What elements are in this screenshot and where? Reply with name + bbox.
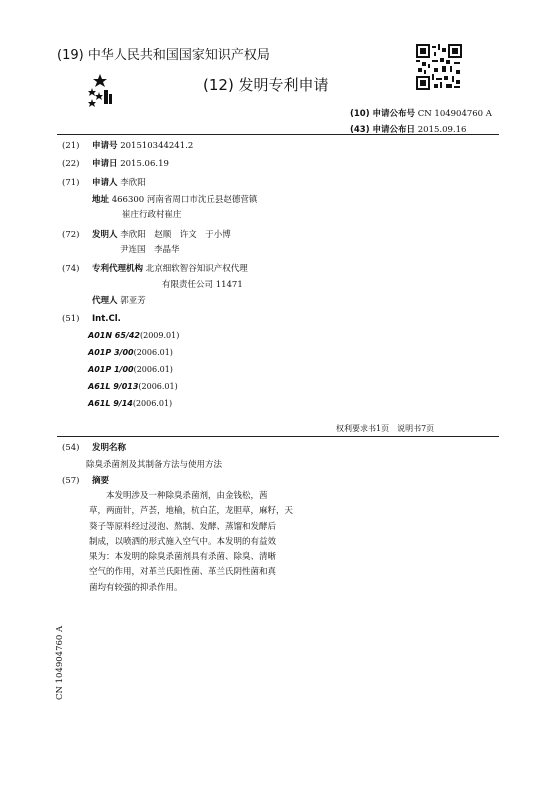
pub-date-value: 2015.09.16 [417, 125, 467, 135]
abstract-line: 果为：本发明的除臭杀菌剂具有杀菌、除臭、清晰 [89, 552, 277, 563]
section-divider [57, 436, 499, 437]
qr-code-icon [416, 44, 462, 90]
agency-row: (74) 专利代理机构 北京细软智谷知识产权代理 [62, 264, 248, 274]
agent-name: 郭亚芳 [120, 296, 146, 306]
address-row: 地址 466300 河南省周口市沈丘县赵德营镇 [92, 195, 258, 205]
abstract-heading-row: (57) 摘要 [62, 476, 110, 486]
ipc-item: A01N 65/42(2009.01) [88, 331, 180, 340]
abstract-line: 草，两面针，芦荟，地榆，杭白芷，龙胆草，麻籽，天 [89, 506, 294, 517]
agent-row: 代理人 郭亚芳 [92, 296, 146, 306]
abstract-line: 空气的作用，对革兰氏阳性菌、革兰氏阴性菌和真 [89, 567, 277, 578]
ipc-item: A01P 3/00(2006.01) [88, 348, 173, 357]
patent-office-logo-icon [87, 72, 113, 110]
inventors-row: (72) 发明人 李欣阳 赵顺 许文 于小博 [62, 230, 231, 240]
abstract-body [89, 489, 459, 596]
application-number-row: (21) 申请号 201510344241.2 [62, 141, 194, 151]
agency-line-2: 有限责任公司 11471 [162, 280, 243, 290]
applicant-row: (71) 申请人 李欣阳 [62, 178, 146, 188]
pages-note: 权利要求书1页 说明书7页 [336, 424, 435, 433]
abstract-line: 制成，以喷洒的形式施入空气中。本发明的有益效 [89, 536, 277, 547]
intcl-row: (51) Int.Cl. [62, 314, 121, 324]
application-number: 201510344241.2 [120, 141, 194, 151]
pub-no-value: CN 104904760 A [417, 109, 492, 119]
invention-title: 除臭杀菌剂及其制备方法与使用方法 [86, 460, 223, 470]
pub-date-label: (43) 申请公布日 [350, 125, 416, 135]
publication-number-row [350, 107, 492, 119]
ipc-item: A01P 1/00(2006.01) [88, 365, 173, 374]
agency-line-1: 北京细软智谷知识产权代理 [145, 264, 248, 274]
header-divider [57, 134, 499, 135]
office-title: (19) 中华人民共和国国家知识产权局 [57, 48, 270, 63]
address-line-1: 466300 河南省周口市沈丘县赵德营镇 [111, 195, 258, 205]
abstract-line: 本发明涉及一种除臭杀菌剂，由金钱松，茜 [106, 491, 268, 501]
abstract-line: 菌均有较强的抑杀作用。 [89, 582, 183, 593]
pub-no-label: (10) 申请公布号 [350, 109, 416, 119]
abstract-line: 葵子等原料经过浸泡、熬制、发酵、蒸馏和发酵后 [89, 521, 277, 532]
ipc-item: A61L 9/14(2006.01) [88, 399, 173, 408]
ipc-item: A61L 9/013(2006.01) [88, 382, 178, 391]
inventors-line-2: 尹连国 李晶华 [120, 245, 180, 255]
address-line-2: 崔庄行政村崔庄 [122, 210, 182, 220]
inventors-line-1: 李欣阳 赵顺 许文 于小博 [120, 230, 231, 240]
invention-title-row: (54) 发明名称 [62, 443, 127, 453]
side-publication-number: CN 104904760 A [55, 625, 65, 700]
application-date-row: (22) 申请日 2015.06.19 [62, 159, 169, 169]
document-kind-title: (12) 发明专利申请 [203, 76, 329, 94]
applicant-name: 李欣阳 [120, 178, 146, 188]
application-date: 2015.06.19 [120, 159, 169, 169]
